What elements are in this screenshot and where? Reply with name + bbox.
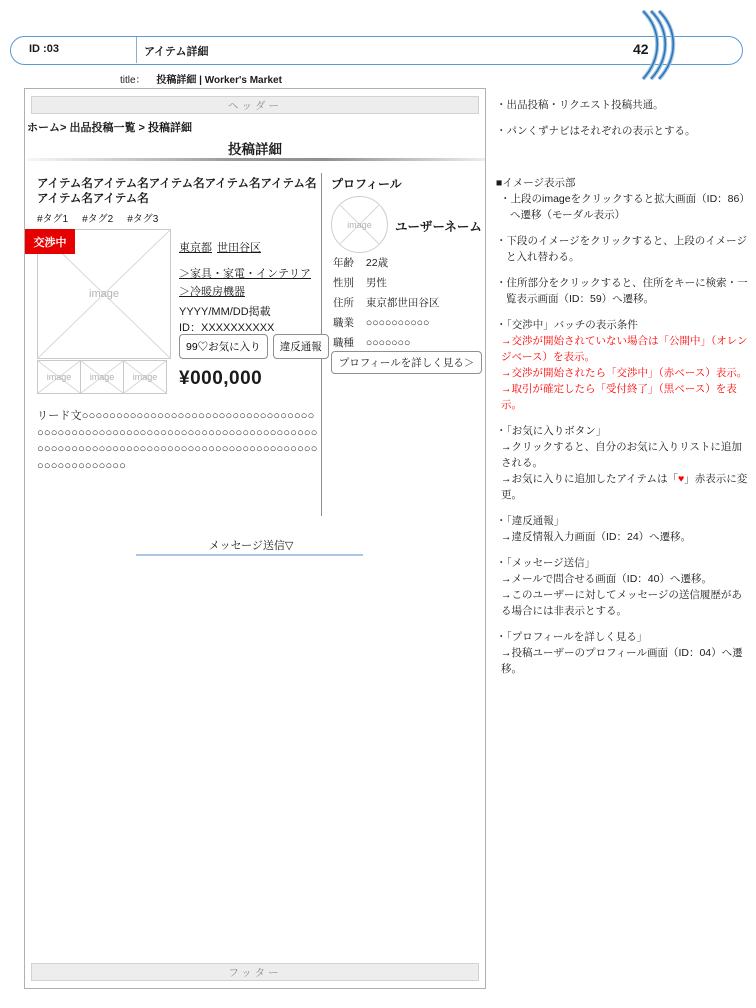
note-line: →メールで問合せる画面（ID：40）へ遷移。 <box>501 573 712 585</box>
thumbnail-image-3[interactable] <box>123 360 167 394</box>
item-price: ¥000,000 <box>179 368 263 389</box>
category-main-link[interactable]: ＞家具・家電・インテリア <box>179 268 311 280</box>
note <box>496 275 750 307</box>
thumbnail-image-1[interactable] <box>37 360 81 394</box>
note-line: ・「違反通報」 <box>496 515 565 527</box>
title-key-label: title： <box>120 75 146 86</box>
note-line: →交渉が開始されていない場合は「公開中」（オレンジベース）を表示。 <box>501 335 748 363</box>
note <box>496 423 750 503</box>
note-line: →違反情報入力画面（ID：24）へ遷移。 <box>501 531 692 543</box>
note-line: ・住所部分をクリックすると、住所をキーに検索・一覧表示画面（ID：59）へ遷移。 <box>496 277 748 305</box>
profile-label: 性別 <box>333 277 354 289</box>
item-action-buttons <box>179 334 331 359</box>
image-placeholder-label: image <box>46 372 72 382</box>
annotation-notes <box>496 97 750 687</box>
footer-placeholder: フッター <box>31 963 479 981</box>
note <box>496 97 750 113</box>
profile-username: ユーザーネーム <box>395 220 482 234</box>
note-line: ・下段のイメージをクリックすると、上段のイメージと入れ替わる。 <box>496 235 747 263</box>
posted-date: YYYY/MM/DD掲載 <box>179 306 271 318</box>
note <box>496 555 750 619</box>
item-location <box>179 239 266 255</box>
title-value: 投稿詳細 | Worker's Market <box>156 75 282 86</box>
profile-value: ○○○○○○○○○○ <box>365 317 430 329</box>
send-message-link[interactable]: メッセージ送信▽ <box>208 540 294 552</box>
location-pref-link[interactable]: 東京都 <box>179 242 212 254</box>
image-placeholder-label: image <box>132 372 158 382</box>
note-line: →取引が確定したら「受付終了」（黒ベース）を表示。 <box>501 383 737 411</box>
profile-row-gender <box>333 275 483 290</box>
spec-id-label: ID :03 <box>29 43 59 55</box>
profile-row-age <box>333 255 483 270</box>
tag-1[interactable]: #タグ1 <box>37 214 69 225</box>
page-number: 42 <box>633 41 649 57</box>
item-name: アイテム名アイテム名アイテム名アイテム名アイテム名アイテム名アイテム名 <box>37 178 317 205</box>
id-bar-divider <box>136 37 137 63</box>
note <box>496 317 750 413</box>
note <box>496 629 750 677</box>
screen-name-label: アイテム詳細 <box>144 46 209 58</box>
title-divider <box>27 158 485 161</box>
favorite-button[interactable]: 99♡お気に入り <box>179 334 268 359</box>
note-line: ・「メッセージ送信」 <box>496 557 596 569</box>
report-button[interactable]: 違反通報 <box>273 334 329 359</box>
category-sub-link[interactable]: ＞冷暖房機器 <box>179 286 245 298</box>
note-line: ・出品投稿・リクエスト投稿共通。 <box>496 99 664 111</box>
image-placeholder-label: image <box>347 219 372 230</box>
header-placeholder: ヘッダー <box>31 96 479 114</box>
thumbnail-row <box>37 360 171 394</box>
note-line: →交渉が開始されたら「交渉中」（赤ベース）表示。 <box>501 367 748 379</box>
page-title-meta <box>120 71 282 86</box>
profile-row-address <box>333 295 483 310</box>
profile-value: 東京都世田谷区 <box>365 297 440 309</box>
tag-3[interactable]: #タグ3 <box>127 214 159 225</box>
profile-avatar <box>331 196 388 253</box>
profile-value: 男性 <box>365 277 387 289</box>
profile-detail-button[interactable]: プロフィールを詳しく見る＞ <box>331 351 482 374</box>
note-line: ■イメージ表示部 <box>496 177 576 189</box>
thumbnail-image-2[interactable] <box>80 360 124 394</box>
item-tags <box>37 210 172 225</box>
profile-label: 職業 <box>333 317 354 329</box>
note-line: →クリックすると、自分のお気に入りリストに追加される。 <box>501 441 742 469</box>
note-line: →このユーザーに対してメッセージの送信履歴がある場合には非表示とする。 <box>501 589 742 617</box>
note-line: ・「プロフィールを詳しく見る」 <box>496 631 648 643</box>
note <box>496 123 750 139</box>
note <box>496 233 750 265</box>
note-line: ・パンくずナビはそれぞれの表示とする。 <box>496 125 696 137</box>
profile-label: 年齢 <box>333 257 354 269</box>
note-line: ・上段のimageをクリックすると拡大画面（ID：86）へ遷移（モーダル表示） <box>500 193 750 221</box>
image-placeholder-label: image <box>89 372 115 382</box>
profile-label: 職種 <box>333 337 354 349</box>
profile-label: 住所 <box>333 297 354 309</box>
tag-2[interactable]: #タグ2 <box>82 214 114 225</box>
status-badge: 交渉中 <box>25 229 75 254</box>
breadcrumb[interactable]: ホーム> 出品投稿一覧 > 投稿詳細 <box>27 122 193 134</box>
note <box>496 513 750 545</box>
profile-row-occupation <box>333 315 483 330</box>
wireframe-canvas <box>24 88 486 989</box>
image-placeholder-label: image <box>89 288 119 300</box>
lead-text: リード文○○○○○○○○○○○○○○○○○○○○○○○○○○○○○○○○○○○○○○○○○○○○○○○○○○○○○○○○○○○○○○○○○○○○○○○○○○○○○○○○○○○○○○○○○○○○○○○○○○○○○○○○○○○○○○○○○○○○○○○○○○○○○○○○○ <box>37 410 318 472</box>
profile-value: 22歳 <box>365 257 389 269</box>
note-line: →投稿ユーザーのプロフィール画面（ID：04）へ遷移。 <box>501 647 743 675</box>
page-title: 投稿詳細 <box>228 142 282 157</box>
profile-row-jobtype <box>333 335 483 350</box>
note-line: ・「交渉中」バッチの表示条件 <box>496 319 638 331</box>
note <box>496 175 750 223</box>
note-line: →お気に入りに追加したアイテムは「♥」赤表示に変更。 <box>501 473 748 501</box>
location-city-link[interactable]: 世田谷区 <box>217 242 261 254</box>
profile-value: ○○○○○○○ <box>365 337 411 349</box>
item-id: ID：XXXXXXXXXX <box>179 322 275 334</box>
send-message-underline <box>136 554 363 556</box>
note-line: ・「お気に入りボタン」 <box>496 425 607 437</box>
profile-heading: プロフィール <box>331 177 402 191</box>
